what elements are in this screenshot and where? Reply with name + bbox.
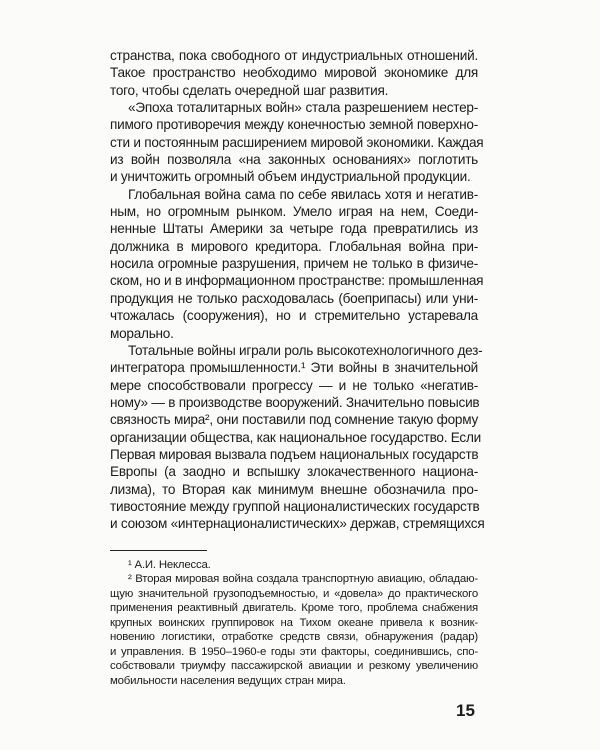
paragraph xyxy=(110,186,484,342)
text-line: связность мира², они поставили под сомнение такую форму xyxy=(110,412,478,428)
text-line: ному» — в производстве вооружений. Значительно повысив xyxy=(110,394,480,410)
body-text xyxy=(110,47,485,533)
text-line: ненные Штаты Америки за четыре года превратились из xyxy=(110,221,478,237)
text-line: чтожалась (сооружения), но и стремительно устаревала xyxy=(110,308,478,324)
footnote-line: ² Вторая мировая война создала транспортную авиацию, обладаю- xyxy=(128,573,478,586)
text-line: и уничтожить огромный объем индустриальной продукции. xyxy=(110,169,471,185)
footnote xyxy=(110,572,478,688)
text-line: из войн позволяла «на законных основаниях» поглотить xyxy=(110,152,478,168)
text-line: Первая мировая вызвала подъем национальных государств xyxy=(110,446,479,462)
text-line: должника в мирового кредитора. Глобальная война при- xyxy=(110,238,478,254)
text-line: того, чтобы сделать очередной шаг развития. xyxy=(110,82,389,98)
paragraph xyxy=(110,99,484,186)
footnote-line: мобильности населения ведущих стран мира. xyxy=(110,674,346,687)
text-line: организации общества, как национальное государство. Если xyxy=(110,429,482,445)
footnote-line: щую значительной грузоподъемностью, и «довела» до практического xyxy=(110,587,478,600)
text-line: морально. xyxy=(110,325,174,341)
footnote xyxy=(110,558,478,572)
footnote-line: ¹ А.И. Неклесса. xyxy=(128,559,211,571)
text-line: и союзом «интернационалистических» держав, стремящихся xyxy=(110,516,485,532)
text-line: странства, пока свободного от индустриальных отношений. xyxy=(110,48,478,63)
text-line: Европы (а заодно и вспышку злокачественного национа- xyxy=(110,464,478,480)
paragraph xyxy=(110,47,478,99)
text-line: тивостояние между группой националистических государств xyxy=(110,498,480,514)
text-line: мере способствовали прогрессу — и не только «негатив- xyxy=(110,377,478,393)
footnote-line: новению логистики, отработке средств связи, обнаружения (радар) xyxy=(110,631,478,644)
text-line: Глобальная война сама по себе явилась хотя и негатив- xyxy=(128,186,478,202)
text-line: лизма), то Вторая как минимум внешне обозначила про- xyxy=(110,481,478,497)
text-line: носила огромные разрушения, причем не только в физиче- xyxy=(110,256,478,272)
footnote-line: собствовали триумфу пассажирской авиации и резкому увеличению xyxy=(110,660,478,673)
footnotes xyxy=(110,558,478,688)
text-line: «Эпоха тоталитарных войн» стала разрешением нестер- xyxy=(128,100,478,116)
text-line: пимого противоречия между конечностью земной поверхно- xyxy=(110,117,478,133)
text-line: сти и постоянным расширением мировой экономики. Каждая xyxy=(110,134,484,150)
page-number: 15 xyxy=(456,701,475,720)
text-line: Такое пространство необходимо мировой экономике для xyxy=(110,65,478,81)
footnote-line: и управления. В 1950–1960-е годы эти факторы, соединившись, спо- xyxy=(110,645,478,658)
footnote-separator xyxy=(110,550,207,551)
paragraph xyxy=(110,342,485,533)
footnote-line: крупных воинских группировок на Тихом океане привела к возник- xyxy=(110,616,478,629)
text-line: продукция не только расходовалась (боеприпасы) или уни- xyxy=(110,290,478,306)
text-line: ным, но огромным рынком. Умело играя на нем, Соеди- xyxy=(110,204,478,220)
text-line: ском, но и в информационном пространстве: промышленная xyxy=(110,273,484,289)
text-line: интегратора промышленности.¹ Эти войны в значительной xyxy=(110,360,478,376)
text-line: Тотальные войны играли роль высокотехнологичного дез- xyxy=(128,342,483,358)
footnote-line: применения реактивный двигатель. Кроме того, проблема снабжения xyxy=(110,602,478,615)
